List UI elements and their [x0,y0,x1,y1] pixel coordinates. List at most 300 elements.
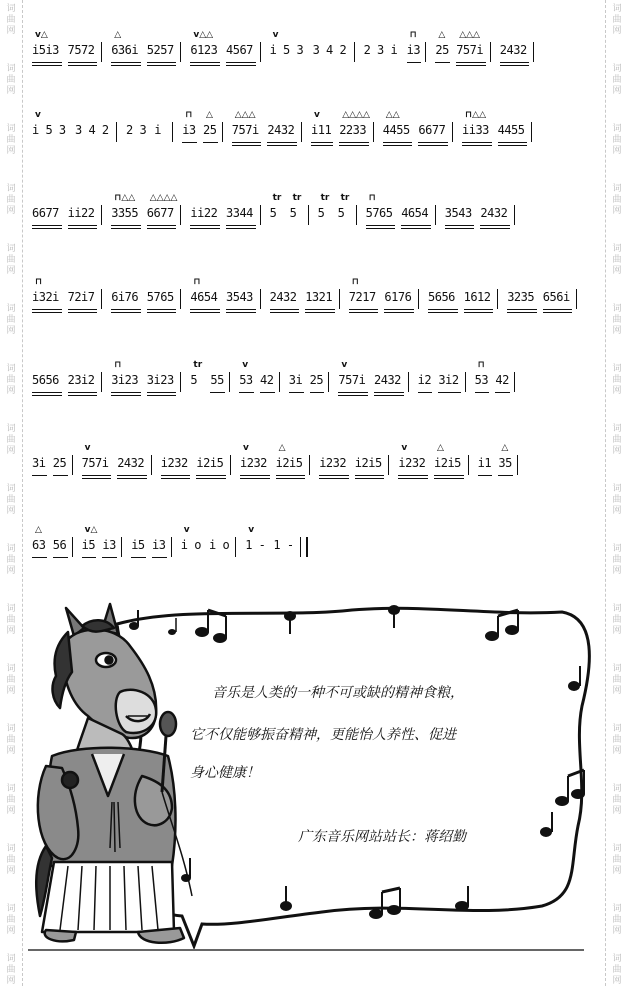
note-text: ii22 [190,206,218,220]
note-group [32,360,62,400]
note-text: 5765 [146,290,174,304]
watermark-text: 词 曲 网 [612,724,622,756]
note-text: 4654 [190,290,218,304]
barline [229,372,230,392]
watermark-text: 词 曲 网 [612,424,622,456]
note-group [239,360,254,400]
score-line-4 [32,277,607,317]
watermark-text: 词 曲 网 [612,844,622,876]
barline [222,122,223,142]
beam-line [190,65,220,66]
beam-line [401,225,431,226]
barline [260,289,261,309]
beam-line [111,225,141,226]
barline [531,122,532,142]
note-group [364,30,401,70]
beam-line [418,145,448,146]
note-group [190,277,220,317]
note-group [68,360,98,400]
beam-line [260,392,275,393]
watermark-text: 词 曲 网 [6,544,16,576]
note-group [349,277,379,317]
note-group [267,110,297,150]
beam-line [462,142,492,143]
watermark-text: 词 曲 网 [6,4,16,36]
beam-line [480,228,510,229]
watermark-text: 词 曲 网 [6,904,16,936]
beam-line [147,225,177,226]
note-text: 2233 [339,123,367,137]
note-text: 35 [498,456,512,470]
beam-line [32,225,62,226]
note-text: 757i [81,456,109,470]
beam-line [276,475,306,476]
note-group [445,193,475,233]
note-group [464,277,494,317]
ornament-mark: △ [114,30,122,40]
note-group [190,193,220,233]
beam-line [147,309,177,310]
note-group [434,443,464,483]
watermark-text: 词 曲 网 [612,244,622,276]
beam-line [374,395,404,396]
note-group [475,360,490,400]
note-text: i232 [319,456,347,470]
beam-line [82,475,112,476]
beam-line [270,309,300,310]
note-text: i2 [417,373,432,387]
ornament-mark: △△△ [234,110,256,120]
note-text: i32i [32,290,59,304]
beam-line [507,312,537,313]
note-group [32,443,47,483]
note-text: i o [209,538,230,552]
score-line-6 [32,443,607,483]
note-text: i232 [398,456,426,470]
beam-line [190,228,220,229]
message-line-2: 它不仅能够振奋精神，更能怡人养性、促进 [190,727,456,743]
note-group [82,443,112,483]
ornament-mark: v [401,443,408,453]
beam-line [456,62,486,63]
note-group [543,277,573,317]
beam-line [32,475,47,476]
note-text: 3i23 [111,373,139,387]
beam-line [462,145,492,146]
ornament-mark: v△ [84,525,98,535]
beam-line [349,309,379,310]
note-text: i3 [152,538,166,552]
note-text: i 5 3 [32,123,66,137]
beam-line [232,142,262,143]
note-group [111,360,141,400]
watermark-text: 词 曲 网 [6,304,16,336]
ornament-mark: △△△△ [149,193,178,203]
note-group [384,277,414,317]
beam-line [102,557,117,558]
beam-line [366,228,396,229]
watermark-text: 词 曲 网 [6,244,16,276]
beam-line [32,395,62,396]
note-text: 5 [289,206,297,220]
beam-line [190,225,220,226]
note-group [102,525,117,565]
note-group [383,110,413,150]
note-group [240,443,270,483]
note-text: 2432 [480,206,508,220]
note-text: i [154,123,161,137]
beam-line [319,475,349,476]
watermark-text: 词 曲 网 [6,364,16,396]
ornament-mark: △△△ [459,30,480,40]
beam-line [445,228,475,229]
note-group [147,360,177,400]
note-group [68,277,98,317]
watermark-text: 词 曲 网 [6,784,16,816]
beam-line [498,142,528,143]
beam-line [196,478,226,479]
note-group [154,110,168,150]
beam-line [407,62,422,63]
note-group [270,277,300,317]
ornament-mark: △ [35,525,42,535]
barline [418,289,419,309]
beam-line [190,62,220,63]
beam-line [147,62,177,63]
beam-line [240,475,270,476]
ornament-mark: v [243,443,249,453]
beam-line [384,312,414,313]
beam-line [384,309,414,310]
barline [373,122,374,142]
watermark-text: 词 曲 网 [6,424,16,456]
note-text: 23i2 [67,373,95,387]
beam-line [495,392,510,393]
note-text: i2i5 [196,456,224,470]
beam-line [82,557,97,558]
barline [180,372,181,392]
barline [101,205,102,225]
note-group [305,277,335,317]
note-group [495,360,510,400]
ornament-mark: v [183,525,190,535]
beam-line [111,392,141,393]
note-text: i3 [406,43,421,57]
note-group [276,443,306,483]
beam-line [111,65,141,66]
note-text: 4455 [382,123,410,137]
beam-line [270,312,300,313]
note-group [190,360,204,400]
beam-line [232,145,262,146]
note-group [290,193,304,233]
note-text: 1 - [273,538,294,552]
ornament-mark: ⊓ [368,193,376,203]
note-group [245,525,267,565]
barline [171,537,172,557]
note-group [53,443,68,483]
note-text: 1612 [463,290,491,304]
beam-line [68,228,98,229]
barline [260,42,261,62]
ornament-mark: ⊓ [35,277,43,287]
note-group [226,30,256,70]
ornament-mark: △ [438,30,446,40]
barline [180,205,181,225]
note-text: 2432 [269,290,297,304]
beam-line [383,142,413,143]
note-group [161,443,191,483]
note-group [209,525,231,565]
note-text: 3355 [111,206,139,220]
note-group [226,193,256,233]
ornament-mark: △△ [385,110,400,120]
note-text: 1321 [305,290,333,304]
barline [490,42,491,62]
beam-line [366,225,396,226]
note-text: 6677 [32,206,59,220]
beam-line [355,475,385,476]
note-group [68,30,98,70]
note-group [273,525,295,565]
note-group [181,525,203,565]
beam-line [401,228,431,229]
beam-line [428,312,458,313]
message-line-3: 身心健康！ [190,765,260,781]
beam-line [68,65,98,66]
watermark-text: 词 曲 网 [612,64,622,96]
note-text: 3i [32,456,46,470]
barline [151,455,152,475]
barline [172,122,173,142]
beam-line [131,557,146,558]
note-text: 3344 [226,206,253,220]
note-text: 2432 [117,456,145,470]
watermark-text: 词 曲 网 [6,604,16,636]
note-text: 4654 [401,206,429,220]
barline [72,455,73,475]
watermark-text: 词 曲 网 [612,184,622,216]
beam-line [196,475,226,476]
note-text: i232 [240,456,267,470]
note-text: 5257 [146,43,174,57]
note-text: 53 [474,373,489,387]
note-text: 2 3 [126,123,147,137]
note-group [196,443,226,483]
note-text: 63 [32,538,46,552]
beam-line [210,392,225,393]
watermark-text: 词 曲 网 [612,124,622,156]
beam-line [310,392,325,393]
beam-line [338,395,368,396]
note-text: 7217 [348,290,376,304]
beam-line [478,475,493,476]
barline [121,537,122,557]
beam-line [190,309,220,310]
note-group [478,443,493,483]
ornament-mark: ⊓△△ [114,193,136,203]
note-text: 5 [337,206,345,220]
note-text: i5i3 [32,43,59,57]
beam-line [507,309,537,310]
note-text: 6677 [418,123,446,137]
beam-line [226,228,256,229]
beam-line [480,225,510,226]
note-group [398,443,428,483]
note-text: 3235 [507,290,535,304]
beam-line [226,225,256,226]
score-line-7 [32,525,607,565]
note-group [182,110,197,150]
ornament-mark: v [35,110,41,120]
note-text: 3 4 2 [312,43,347,57]
note-text: 757i [338,373,366,387]
score-line-1 [32,30,607,70]
music-score [22,0,606,600]
beam-line [190,312,220,313]
barline [514,205,515,225]
note-group [319,443,349,483]
ornament-mark: tr [272,193,282,203]
note-text: 3543 [444,206,472,220]
beam-line [319,478,349,479]
watermark-text: 词 曲 网 [612,364,622,396]
note-text: 53 [239,373,253,387]
beam-line [111,228,141,229]
beam-line [267,145,297,146]
note-group [338,193,352,233]
beam-line [289,392,304,393]
ornament-mark: △ [278,443,286,453]
message-line-1: 音乐是人类的一种不可或缺的精神食粮， [212,685,464,701]
note-group [147,193,177,233]
score-line-5 [32,360,607,400]
note-group [401,193,431,233]
beam-line [32,312,62,313]
note-group [190,30,220,70]
horse-illustration [22,596,606,956]
note-text: 5 [190,373,198,387]
note-group [507,277,537,317]
barline [435,205,436,225]
barline [180,42,181,62]
beam-line [267,142,297,143]
ornament-mark: tr [193,360,203,370]
note-group [498,443,513,483]
beam-line [32,557,47,558]
note-text: 5656 [428,290,455,304]
barline [230,455,231,475]
note-group [270,193,284,233]
note-text: i5 [81,538,96,552]
barline [514,372,515,392]
note-group [203,110,218,150]
note-text: 3i [288,373,303,387]
barline [468,455,469,475]
note-group [428,277,458,317]
barline [308,205,309,225]
beam-line [428,309,458,310]
beam-line [239,392,254,393]
ornament-mark: v [242,360,249,370]
watermark-text: 词 曲 网 [612,664,622,696]
ornament-mark: tr [340,193,350,203]
note-text: 42 [495,373,509,387]
note-text: 2 3 i [363,43,398,57]
note-text: 25 [309,373,324,387]
note-text: 6677 [146,206,174,220]
beam-line [226,309,256,310]
note-group [111,277,141,317]
beam-line [111,312,141,313]
beam-line [475,392,490,393]
note-group [498,110,528,150]
beam-line [500,62,530,63]
barline [339,289,340,309]
note-group [339,110,369,150]
note-text: ii33 [462,123,489,137]
note-group [318,193,332,233]
note-text: 2432 [267,123,295,137]
barline [101,289,102,309]
note-group [310,360,325,400]
note-group [232,110,262,150]
note-group [32,110,69,150]
note-text: 3i2 [438,373,459,387]
note-text: 7572 [67,43,95,57]
note-text: 25 [52,456,67,470]
note-group [438,360,460,400]
beam-line [464,312,494,313]
beam-line [152,557,167,558]
note-text: 4567 [226,43,253,57]
score-line-3 [32,193,607,233]
beam-line [276,478,306,479]
note-text: 6176 [384,290,412,304]
note-text: 2432 [374,373,401,387]
ornament-mark: tr [320,193,330,203]
beam-line [374,392,404,393]
ornament-mark: v [84,443,91,453]
note-group [435,30,450,70]
beam-line [226,62,256,63]
ornament-mark: v [272,30,279,40]
beam-line [240,478,270,479]
beam-line [32,65,62,66]
note-group [500,30,530,70]
speech-bubble-graphic [22,596,606,956]
beam-line [182,142,197,143]
note-text: 25 [435,43,449,57]
barline [72,537,73,557]
ornament-mark: △△△△ [342,110,370,120]
note-group [147,30,177,70]
watermark-text: 词 曲 网 [6,664,16,696]
note-text: 5 [269,206,277,220]
ornament-mark: tr [292,193,302,203]
watermark-text: 词 曲 网 [612,4,622,36]
barline [101,372,102,392]
note-text: 757i [231,123,259,137]
watermark-text: 词 曲 网 [6,124,16,156]
note-group [126,110,148,150]
note-text: i2i5 [275,456,303,470]
bottom-rule [28,949,584,951]
note-group [311,110,333,150]
barline [354,42,355,62]
beam-line [435,62,450,63]
beam-line [311,145,333,146]
